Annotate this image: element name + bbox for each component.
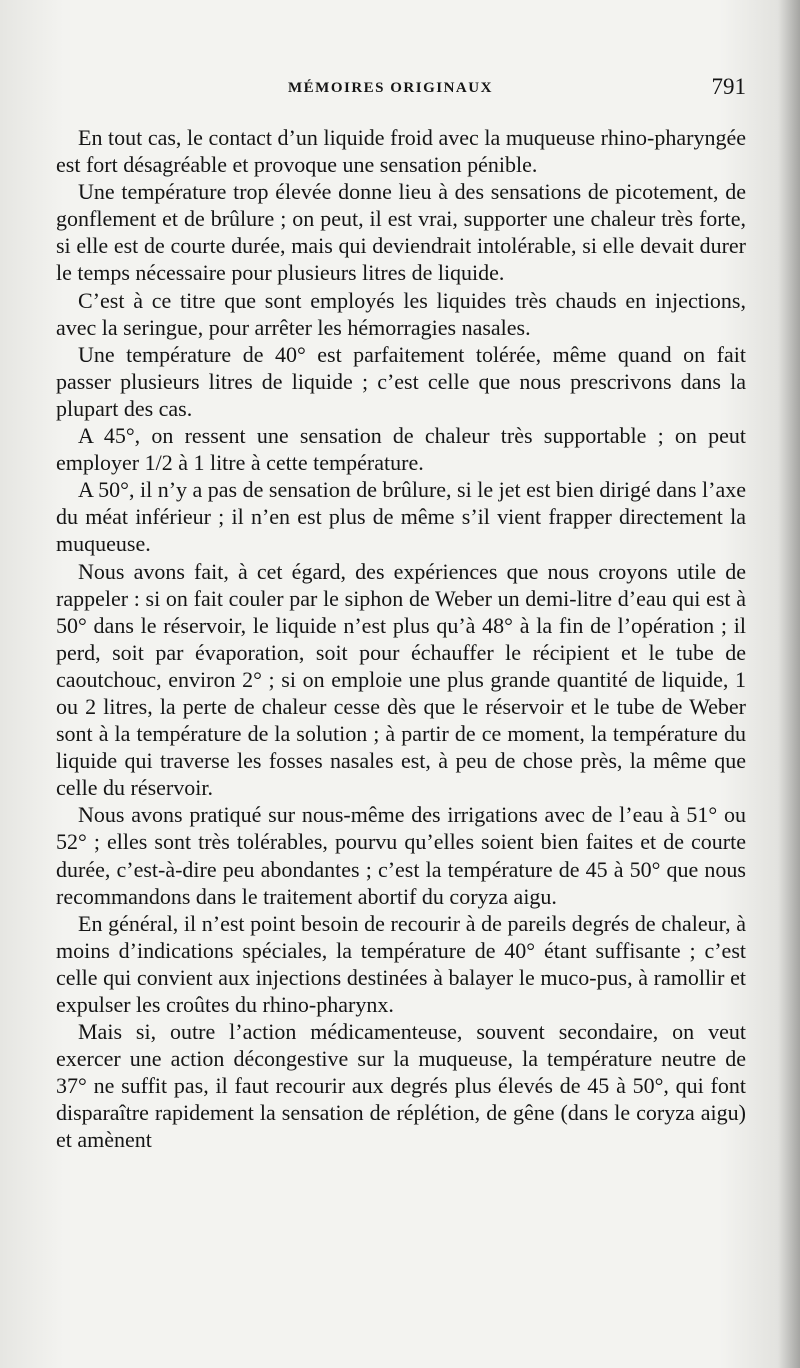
paragraph: C’est à ce titre que sont employés les liquides très chauds en injections, avec la seringue, pour arrêter les hémorragies nasales. bbox=[56, 287, 746, 340]
paragraph: En tout cas, le contact d’un liquide froid avec la muqueuse rhino-pharyngée est fort désagréable et provoque une sensation pénible. bbox=[56, 125, 746, 178]
paragraph: Nous avons fait, à cet égard, des expériences que nous croyons utile de rappeler : si on fait couler par le siphon de Weber un demi-litre d’eau qui est à 50° dans le réservoir, le liquide n’est plus qu’à 48° à la fin de l’opération ; il perd, soit par évaporation, soit pour échauffer le récipient et le tube de caoutchouc, environ 2° ; si on emploie une plus grande quantité de liquide, 1 ou 2 litres, la perte de chaleur cesse dès que le réservoir et le tube de Weber sont à la température de la solution ; à partir de ce moment, la température du liquide qui traverse les fosses nasales est, à peu de chose près, la même que celle du réservoir. bbox=[56, 558, 746, 801]
body-text bbox=[56, 124, 746, 1154]
paragraph: Une température trop élevée donne lieu à des sensations de picotement, de gonflement et de brûlure ; on peut, il est vrai, supporter une chaleur très forte, si elle est de courte durée, mais qui deviendrait intolérable, si elle devait durer le temps nécessaire pour plusieurs litres de liquide. bbox=[56, 179, 746, 286]
paragraph: A 50°, il n’y a pas de sensation de brûlure, si le jet est bien dirigé dans l’axe du méat inférieur ; il n’en est plus de même s’il vient frapper directement la muqueuse. bbox=[56, 477, 747, 557]
paragraph: A 45°, on ressent une sensation de chaleur très supportable ; on peut employer 1/2 à 1 litre à cette température. bbox=[56, 423, 746, 476]
paragraph: Nous avons pratiqué sur nous-même des irrigations avec de l’eau à 51° ou 52° ; elles sont très tolérables, pourvu qu’elles soient bien faites et de courte durée, c’est-à-dire peu abondantes ; c’est la température de 45 à 50° que nous recommandons dans le traitement abortif du coryza aigu. bbox=[56, 802, 746, 909]
page-header bbox=[56, 74, 746, 114]
paragraph: En général, il n’est point besoin de recourir à de pareils degrés de chaleur, à moins d’indications spéciales, la température de 40° étant suffisante ; c’est celle qui convient aux injections destinées à balayer le muco-pus, à ramollir et expulser les croûtes du rhino-pharynx. bbox=[56, 910, 746, 1017]
paragraph: Mais si, outre l’action médicamenteuse, souvent secondaire, on veut exercer une action décongestive sur la muqueuse, la température neutre de 37° ne suffit pas, il faut recourir aux degrés plus élevés de 45 à 50°, qui font disparaître rapidement la sensation de réplétion, de gêne (dans le coryza aigu) et amènent bbox=[56, 1019, 746, 1153]
scan-edge-shadow bbox=[778, 0, 800, 1368]
paragraph: Une température de 40° est parfaitement tolérée, même quand on fait passer plusieurs litres de liquide ; c’est celle que nous prescrivons dans la plupart des cas. bbox=[56, 341, 746, 421]
running-head: MÉMOIRES ORIGINAUX bbox=[288, 80, 493, 96]
page-number: 791 bbox=[711, 74, 746, 99]
